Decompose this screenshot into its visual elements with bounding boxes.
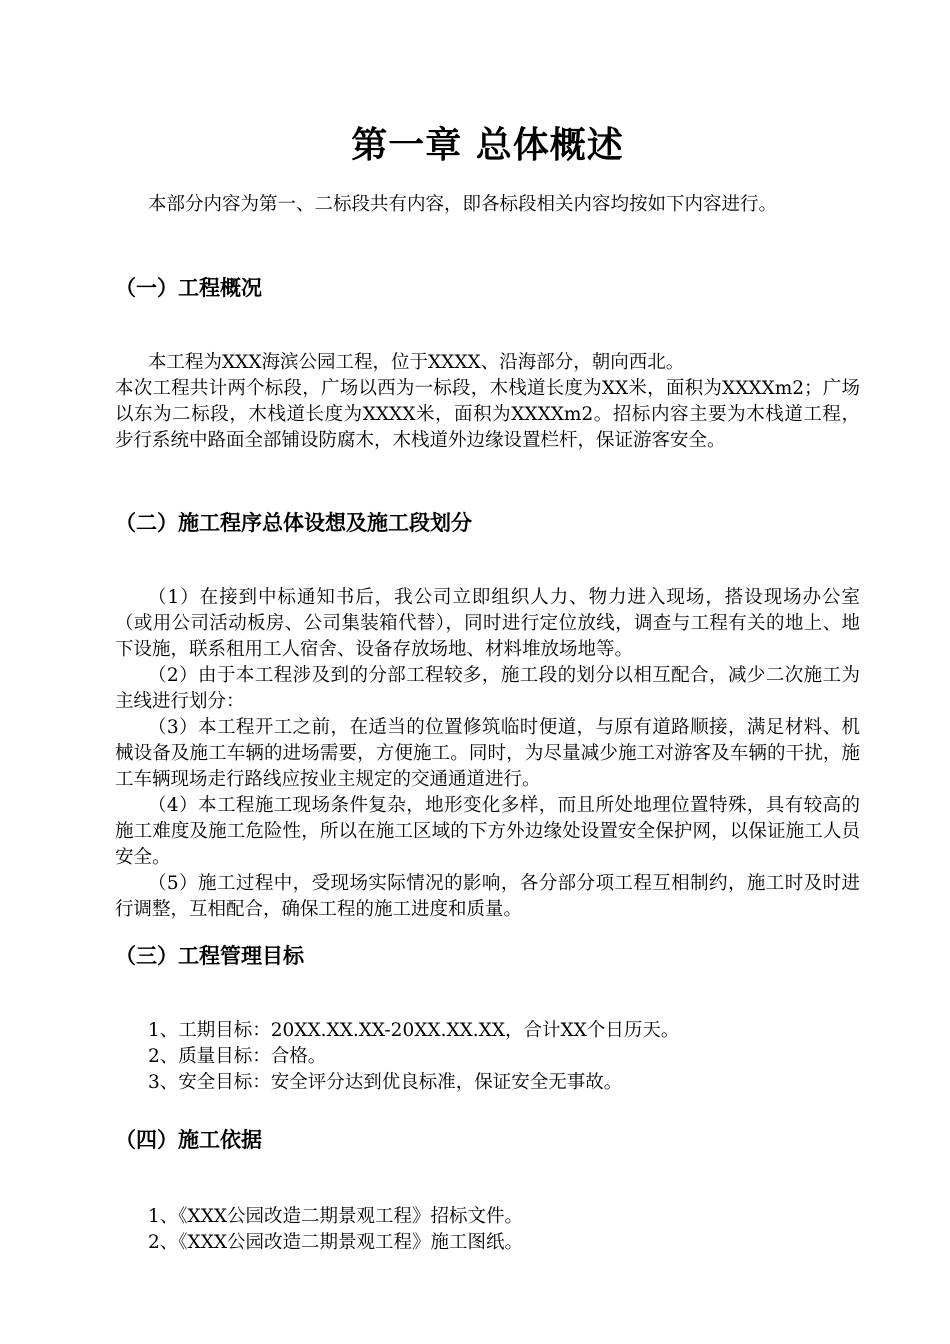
procedure-paragraph-4: （4）本工程施工现场条件复杂，地形变化多样，而且所处地理位置特殊，具有较高的施工难度及施工危险性，所以在施工区域的下方外边缘处设置安全保护网，以保证施工人员安全。 [115, 795, 860, 868]
basis-item-drawings: 2、《XXX公园改造二期景观工程》施工图纸。 [148, 1232, 524, 1253]
section-targets-list [115, 1018, 860, 1096]
section-basis-list [115, 1204, 860, 1256]
section-overview-body [115, 350, 860, 454]
overview-paragraph-2: 本次工程共计两个标段，广场以西为一标段，木栈道长度为XX米，面积为XXXXm2；广场以东为二标段，木栈道长度为XXXX米，面积为XXXXm2。招标内容主要为木栈道工程，步行系统中路面全部铺设防腐木，木栈道外边缘设置栏杆，保证游客安全。 [115, 378, 860, 451]
section-heading-procedure: （二）施工程序总体设想及施工段划分 [115, 511, 472, 535]
target-item-schedule: 1、工期目标：20XX.XX.XX-20XX.XX.XX，合计XX个日历天。 [148, 1020, 680, 1041]
section-heading-basis: （四）施工依据 [115, 1128, 262, 1152]
procedure-paragraph-5: （5）施工过程中，受现场实际情况的影响，各分部分项工程互相制约，施工时及时进行调整，互相配合，确保工程的施工进度和质量。 [115, 873, 860, 920]
chapter-title: 第一章 总体概述 [351, 125, 624, 166]
section-heading-overview: （一）工程概况 [115, 276, 262, 300]
section-heading-targets: （三）工程管理目标 [115, 944, 304, 968]
intro-paragraph: 本部分内容为第一、二标段共有内容，即各标段相关内容均按如下内容进行。 [148, 194, 778, 215]
procedure-paragraph-3: （3）本工程开工之前，在适当的位置修筑临时便道，与原有道路顺接，满足材料、机械设备及施工车辆的进场需要，方便施工。同时，为尽量减少施工对游客及车辆的干扰，施工车辆现场走行路线应按业主规定的交通通道进行。 [115, 717, 860, 790]
procedure-paragraph-2: （2）由于本工程涉及到的分部工程较多，施工段的划分以相互配合，减少二次施工为主线进行划分： [115, 665, 860, 712]
target-item-quality: 2、质量目标：合格。 [148, 1046, 327, 1067]
procedure-paragraph-1: （1）在接到中标通知书后，我公司立即组织人力、物力进入现场，搭设现场办公室（或用公司活动板房、公司集装箱代替），同时进行定位放线，调查与工程有关的地上、地下设施，联系租用工人宿舍、设备存放场地、材料堆放场地等。 [115, 587, 860, 660]
basis-item-tender: 1、《XXX公园改造二期景观工程》招标文件。 [148, 1206, 524, 1227]
target-item-safety: 3、安全目标：安全评分达到优良标准，保证安全无事故。 [148, 1072, 623, 1093]
overview-paragraph-1: 本工程为XXX海滨公园工程，位于XXXX、沿海部分，朝向西北。 [148, 352, 685, 373]
section-procedure-body [115, 585, 860, 923]
